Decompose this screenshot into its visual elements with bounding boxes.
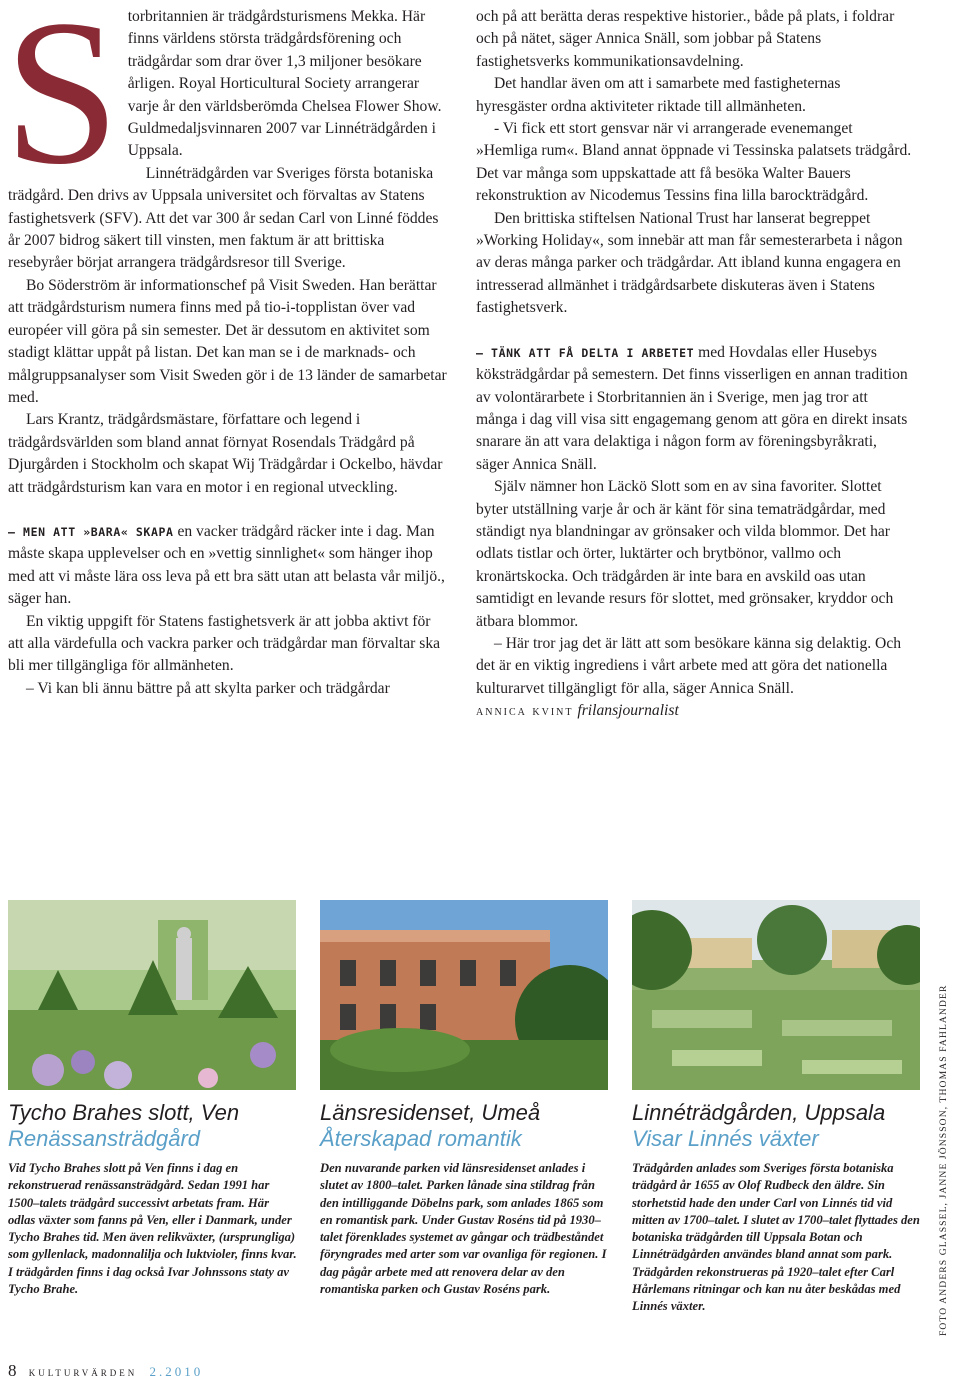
byline-name: annica kvint	[476, 704, 574, 720]
body-paragraph: Lars Krantz, trädgårdsmästare, författare och legend i trädgårdsvärlden som bland annat förnyat Rosendals Trädgård på Djurgården i Stockholm och skapat Wij Trädgårdar i Ockelbo, hävdar att trädgårdsturism kan vara en motor i en regional utveckling.	[8, 411, 443, 496]
intro-paragraph: torbritannien är trädgårdsturismens Mekka. Här finns världens största trädgårdsförening och trädgårdar som drar över 1,3 miljoner besökare årligen. Royal Horticultural Society arrangerar varje år den världsberömda Chelsea Flower Show. Guldmedaljsvinnaren 2007 var Linnéträdgården i Uppsala.	[127, 8, 442, 160]
caption-subtitle: Återskapad romantik	[320, 1126, 522, 1151]
section-text: en vacker trädgård räcker inte i dag. Man måste skapa upplevelser och en »vettig sinnlighet« som hänger ihop med att vi måste lära oss leva på ett bra sätt utan att belasta vår miljö., säger han.	[8, 522, 445, 608]
caption-title: Linnéträdgården, Uppsala	[632, 1100, 886, 1125]
photo-linnetradgarden-uppsala	[632, 900, 920, 1090]
section-lead-in: – MEN ATT »BARA« SKAPA	[8, 524, 174, 539]
body-paragraph: Själv nämner hon Läckö Slott som en av sina favoriter. Slottet byter utställning varje år och är känt för sina tematrädgårdar, med ständigt nya blandningar av grönsaker och vilda blommor. Det har odlats tistlar och örter, luktärter och brytbönor, vallmo och kronärtskocka. Och trädgården är inte bara en avskild oas utan samtidigt en levande resurs för slottet, med grönsaker, kryddor och ätbara blommor.	[476, 478, 894, 630]
caption-block-tycho-brahe	[8, 900, 298, 1298]
magazine-name: kulturvärden	[28, 1364, 138, 1379]
photo-credit: FOTO ANDERS GLASSEL, JANNE JÖNSSON, THOMAS FAHLANDER	[938, 984, 949, 1336]
section-spacer	[8, 499, 448, 521]
body-paragraph: En viktig uppgift för Statens fastighetsverk är att jobba aktivt för att alla värdefulla och vackra parker och trädgårdar man förvaltar ska bli mer tillgängliga för allmänheten.	[8, 612, 441, 675]
drop-cap: S	[4, 0, 120, 207]
body-paragraph: Linnéträdgården var Sveriges första botaniska trädgård. Den drivs av Uppsala universitet och förvaltas av Statens fastighetsverk (SFV). Att det var 300 år sedan Carl von Linné föddes år 2007 bidrog säkert till vinsten, men faktum är att brittiska resebyråer börjat arrangera trädgårdsresor till Sverige.	[8, 164, 439, 272]
caption-title: Länsresidenset, Umeå	[320, 1100, 541, 1125]
body-paragraph: - Vi fick ett stort gensvar när vi arrangerade evenemanget »Hemliga rum«. Bland annat öppnade vi Tessinska palatsets trädgård. Det var många som uppskattade att få besöka Walter Bauers rekonstruktion av Nicodemus Tessins fina lilla barockträdgård.	[476, 120, 912, 205]
caption-subtitle: Renässansträdgård	[8, 1126, 201, 1151]
page-footer	[8, 1361, 203, 1381]
byline	[476, 700, 912, 723]
byline-role: frilansjournalist	[577, 702, 679, 720]
article-column-right	[476, 6, 912, 724]
section-paragraph	[8, 521, 448, 611]
caption-block-linnetradgarden	[632, 900, 922, 1316]
body-paragraph: – Här tror jag det är lätt att som besökare känna sig delaktig. Och det är en viktig ingrediens i vårt arbete med att göra det nationella kulturarvet tillgängligt för alla, säger Annica Snäll.	[476, 634, 902, 697]
caption-title: Tycho Brahes slott, Ven	[8, 1100, 240, 1125]
section-spacer	[476, 320, 912, 342]
issue-number: 2.2010	[149, 1364, 204, 1379]
caption-block-lansresidenset	[320, 900, 610, 1298]
caption-body: Vid Tycho Brahes slott på Ven finns i dag en rekonstruerad renässansträdgård. Sedan 1991 har 1500–talets trädgård successivt arbetats fram. Här odlas växter som fanns på Ven, eller i Danmark, under Tycho Brahes tid. Men även relikväxter, (ursprungliga) som gyllenlack, madonnalilja och luktvioler, finns kvar. I trädgården finns i dag också Ivar Johnssons staty av Tycho Brahe.	[8, 1161, 297, 1297]
section-paragraph	[476, 342, 912, 476]
page-number: 8	[8, 1361, 17, 1380]
body-paragraph: – Vi kan bli ännu bättre på att skylta parker och trädgårdar	[26, 679, 390, 697]
section-text: med Hovdalas eller Husebys köksträdgårdar på semestern. Det finns visserligen en annan tradition av volontärarbete i Storbritannien än i Sverige, men jag tror att många i dag vill visa sitt engagemang genom att göra en direkt insats snarare än att vara delaktiga i någon form av föreningsbyråkrati, säger Annica Snäll.	[476, 343, 908, 473]
caption-subtitle: Visar Linnés växter	[632, 1126, 819, 1151]
caption-body: Den nuvarande parken vid länsresidenset anlades i slutet av 1800–talet. Parken lånade sina stildrag från den intilliggande Döbelns park, som anlades 1865 som en romantisk park. Under Gustav Roséns tid på 1930–talet förenklades systemet av gångar och trädbeståndet föryngrades med arter som var ovanliga för regionen. I dag pågår arbete med att renovera delar av den romantiska parken och Gustav Roséns park.	[320, 1161, 607, 1297]
caption-body: Trädgården anlades som Sveriges första botaniska trädgård år 1655 av Olof Rudbeck den äldre. Sin storhetstid hade den under Carl von Linnés tid vid mitten av 1700–talet. I slutet av 1700–talet flyttades den botaniska trädgården till Uppsala Botan och Linnéträdgården användes bland annat som park. Trädgården rekonstrueras på 1920–talet efter Carl Hårlemans ritningar och kan nu åter beskådas med Linnés växter.	[632, 1161, 920, 1314]
body-paragraph: och på att berätta deras respektive historier., både på plats, i foldrar och på nätet, säger Annica Snäll, som jobbar på Statens fastighetsverks kommunikationsavdelning.	[476, 8, 895, 70]
body-paragraph: Det handlar även om att i samarbete med fastigheternas hyresgäster ordna aktiviteter riktade till allmänheten.	[476, 75, 841, 115]
article-column-left	[4, 0, 448, 700]
section-lead-in: – TÄNK ATT FÅ DELTA I ARBETET	[476, 345, 695, 360]
photo-tycho-brahe-garden	[8, 900, 296, 1090]
body-paragraph: Bo Söderström är informationschef på Visit Sweden. Han berättar att trädgårdsturism numera finns med på tio-i-topplistan över vad européer vill göra på sin semester. Det är dessutom en aktivitet som stadigt klättar uppåt på listan. Det kan man se i de marknads- och målgruppsanalyser som Visit Sweden gör i de 13 länder de samarbetar med.	[8, 276, 447, 406]
body-paragraph: Den brittiska stiftelsen National Trust har lanserat begreppet »Working Holiday«, som innebär att man får semesterarbeta i någon av deras många parker och trädgårdar. Att ibland kunna engagera en intresserad allmänhet i trädgårdsarbete diskuteras även i Statens fastighetsverk.	[476, 209, 903, 317]
photo-lansresidenset-umea	[320, 900, 608, 1090]
